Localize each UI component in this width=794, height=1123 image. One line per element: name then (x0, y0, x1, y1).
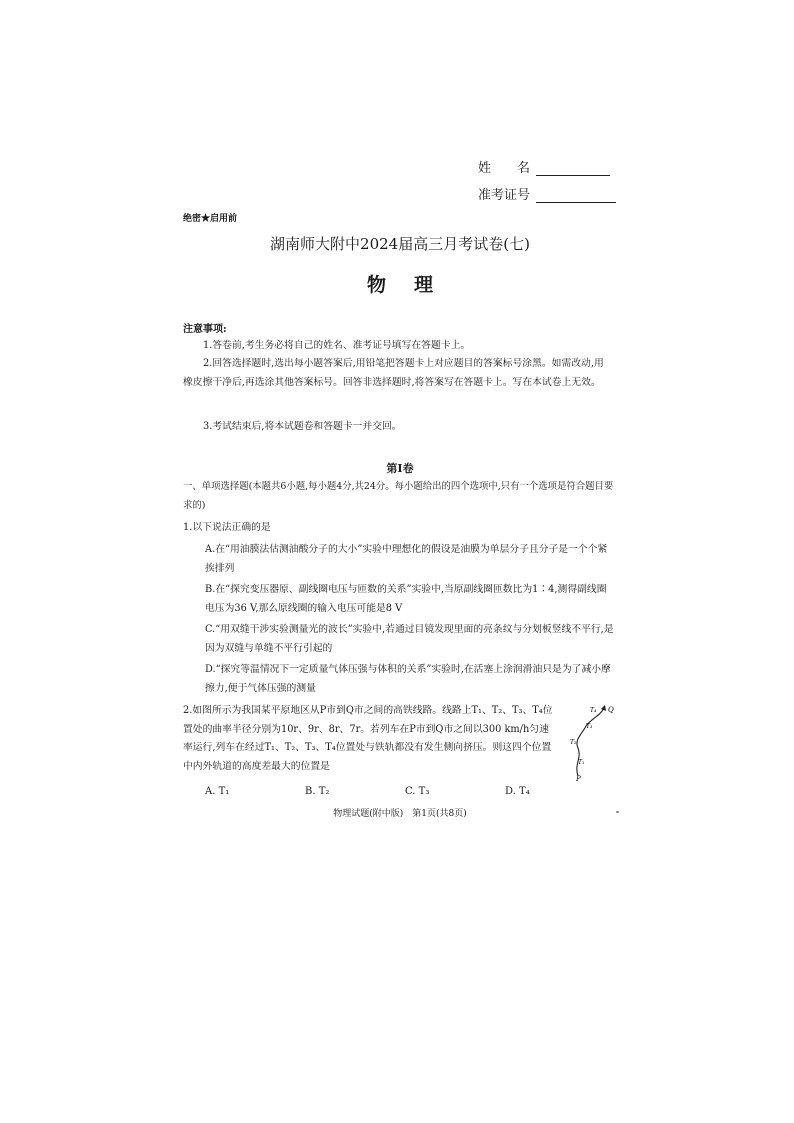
page-footer: 物理试题(附中版) 第1页(共8页) (333, 809, 467, 819)
label-t3: T₃ (586, 723, 593, 730)
name-blank (536, 161, 610, 176)
q1-option-d: D.“探究等温情况下一定质量气体压强与体积的关系”实验时,在活塞上涂润滑油只是为了减小摩擦力,便于气体压强的测量 (205, 664, 611, 694)
q2-option-c: C. T₃ (405, 786, 430, 797)
arrow-head (601, 705, 606, 711)
note-2: 2.回答选择题时,选出每小题答案后,用铅笔把答题卡上对应题目的答案标号涂黑。如需改动,用橡皮擦干净后,再选涂其他答案标号。回答非选择题时,将答案写在答题卡上。写在本试卷上无效。 (183, 358, 604, 388)
exam-id-blank (536, 188, 616, 203)
label-t4: T₄ (590, 707, 597, 714)
note-1: 1.答卷前,考生务必将自己的姓名、准考证号填写在答题卡上。 (203, 340, 471, 351)
rail-line-figure (570, 702, 618, 782)
label-t2: T₂ (570, 739, 577, 746)
q1-stem: 1.以下说法正确的是 (183, 522, 271, 533)
secret-mark: 绝密★启用前 (183, 214, 238, 224)
note-3: 3.考试结束后,将本试题卷和答题卡一并交回。 (203, 421, 402, 432)
label-t1: T₁ (578, 759, 585, 766)
q1-option-b: B.在“探究变压器原、副线圈电压与匝数的关系”实验中,当原副线圈匝数比为1∶4,测得副线圈电压为36 V,那么原线圈的输入电压可能是8 V (205, 584, 607, 614)
part-heading: 一、单项选择题(本题共6小题,每小题4分,共24分。每小题给出的四个选项中,只有一个选项是符合题目要求的) (183, 481, 614, 511)
exam-title: 湖南师大附中2024届高三月考试卷(七) (270, 235, 530, 253)
notes-heading: 注意事项: (183, 324, 227, 335)
label-q: Q (608, 706, 614, 714)
section-title: 第Ⅰ卷 (386, 462, 414, 475)
q1-option-a: A.在“用油膜法估测油酸分子的大小”实验中理想化的假设是油膜为单层分子且分子是一个个紧挨排列 (205, 544, 608, 574)
scan-speck (616, 811, 619, 813)
exam-id-row (478, 184, 616, 203)
label-p: P (576, 775, 581, 782)
exam-id-label: 准考证号 (478, 188, 531, 203)
name-label: 姓 名 (478, 161, 531, 176)
subject-title: 物理 (366, 274, 461, 296)
name-row (478, 157, 610, 176)
q2-option-d: D. T₄ (505, 786, 530, 797)
q2-option-b: B. T₂ (305, 786, 330, 797)
q2-stem: 2.如图所示为我国某平原地区从P市到Q市之间的高铁线路。线路上T₁、T₂、T₃、T₄位置处的曲率半径分别为10r、9r、8r、7r。若列车在P市到Q市之间以300 km/h匀速率运行,列车在经过T₁、T₂、T₃、T₄位置处与铁轨都没有发生侧向挤压。则这四个位置中内外轨道的高度差最大的位置是 (183, 705, 553, 772)
q2-option-a: A. T₁ (205, 786, 230, 797)
q2-options (205, 786, 605, 797)
q1-option-c: C.“用双缝干涉实验测量光的波长”实验中,若通过目镜发现里面的亮条纹与分划板竖线不平行,是因为双缝与单缝不平行引起的 (205, 624, 614, 654)
